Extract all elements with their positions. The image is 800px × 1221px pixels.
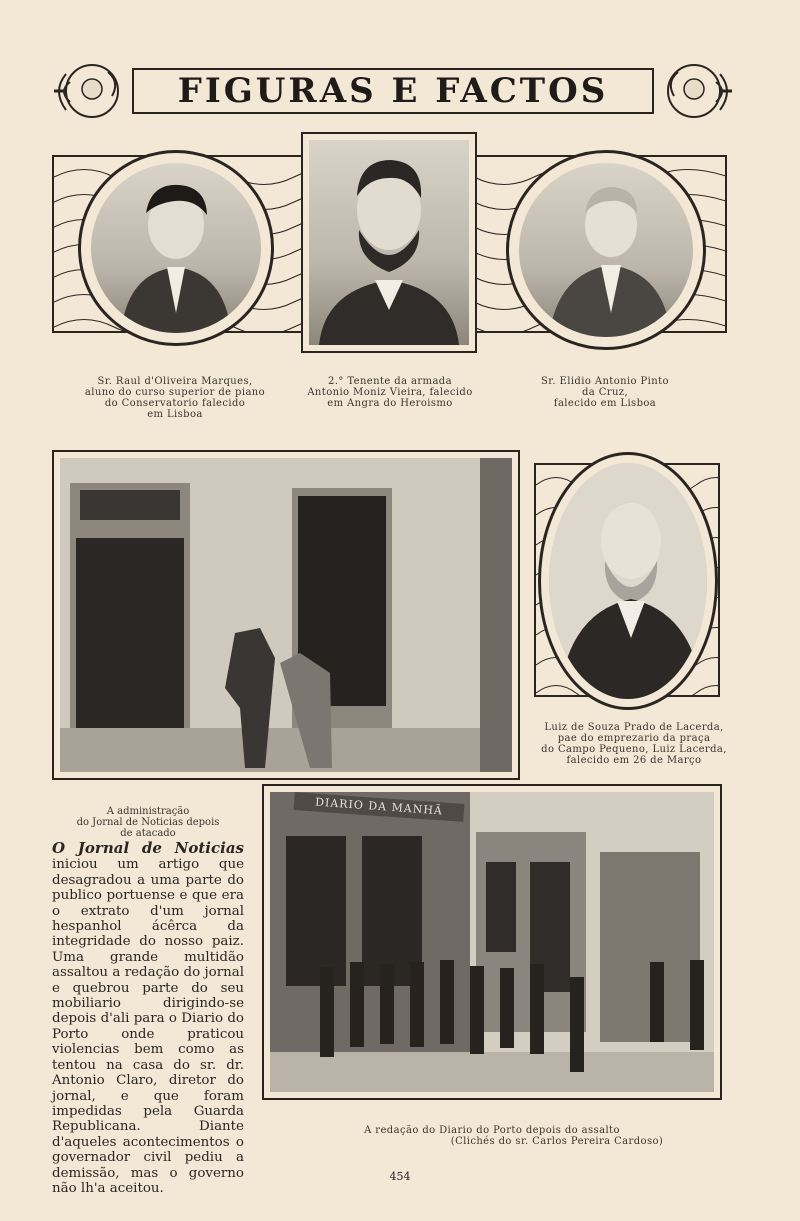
masthead-banner xyxy=(52,62,734,120)
article-body xyxy=(52,841,244,1196)
portrait-photo-raul-marques xyxy=(91,163,261,333)
portrait-photo-luiz-lacerda xyxy=(549,463,707,699)
caption-portrait-4: Luiz de Souza Prado de Lacerda, pae do emprezario da praça do Campo Pequeno, Luiz Lacerda, falecido em 26 de Março xyxy=(541,722,727,766)
portrait-photo-antonio-vieira xyxy=(309,140,469,345)
art-nouveau-left-ornament xyxy=(52,62,122,120)
portrait-photo-elidio-cruz xyxy=(519,163,693,337)
photo-damaged-storefront xyxy=(60,458,512,772)
article-lead-caption: A administração do Jornal de Noticias depois de atacado xyxy=(76,806,220,839)
photo-diario-do-porto-street xyxy=(270,792,714,1092)
portrait-frame-3 xyxy=(506,150,706,350)
caption-portrait-2: 2.° Tenente da armada Antonio Moniz Vieira, falecido em Angra do Heroismo xyxy=(307,376,473,409)
portrait-frame-1 xyxy=(78,150,274,346)
caption-portrait-1: Sr. Raul d'Oliveira Marques, aluno do curso superior de piano do Conservatorio falecido em Lisboa xyxy=(84,376,266,420)
portrait-frame-4 xyxy=(538,452,718,710)
article-text: iniciou um artigo que desagradou a uma parte do publico portuense e que era o extrato d'um jornal hespanhol ácêrca da integridade do nosso paiz. Uma grande multidão assaltou a redação do jornal e quebrou parte do seu mobiliario dirigindo-se depois d'ali para o Diario do Porto onde praticou violencias bem como as tentou na casa do sr. dr. Antonio Claro, diretor do jornal, e que foram impedidas pela Guarda Republicana. Diante d'aqueles acontecimentos o governador civil pediu a demissão, mas o governo não lh'a aceitou. xyxy=(52,857,244,1196)
page-number: 454 xyxy=(389,1170,411,1183)
storefront-sign: DIARIO DA MANHÃ xyxy=(294,792,465,822)
article-jornal-de-noticias xyxy=(52,806,244,1196)
portrait-frame-2 xyxy=(301,132,477,353)
article-headline: O Jornal de Noticias xyxy=(52,839,244,857)
title-box xyxy=(132,68,654,114)
photo-frame-storefront xyxy=(52,450,520,780)
page-title: FIGURAS E FACTOS xyxy=(177,71,609,111)
caption-street-photo: A redação do Diario do Porto depois do assalto (Clichés do sr. Carlos Pereira Cardoso) xyxy=(364,1125,664,1147)
art-nouveau-right-ornament xyxy=(664,62,734,120)
caption-portrait-3: Sr. Elidio Antonio Pinto da Cruz, falecido em Lisboa xyxy=(541,376,669,409)
photo-frame-street xyxy=(262,784,722,1100)
